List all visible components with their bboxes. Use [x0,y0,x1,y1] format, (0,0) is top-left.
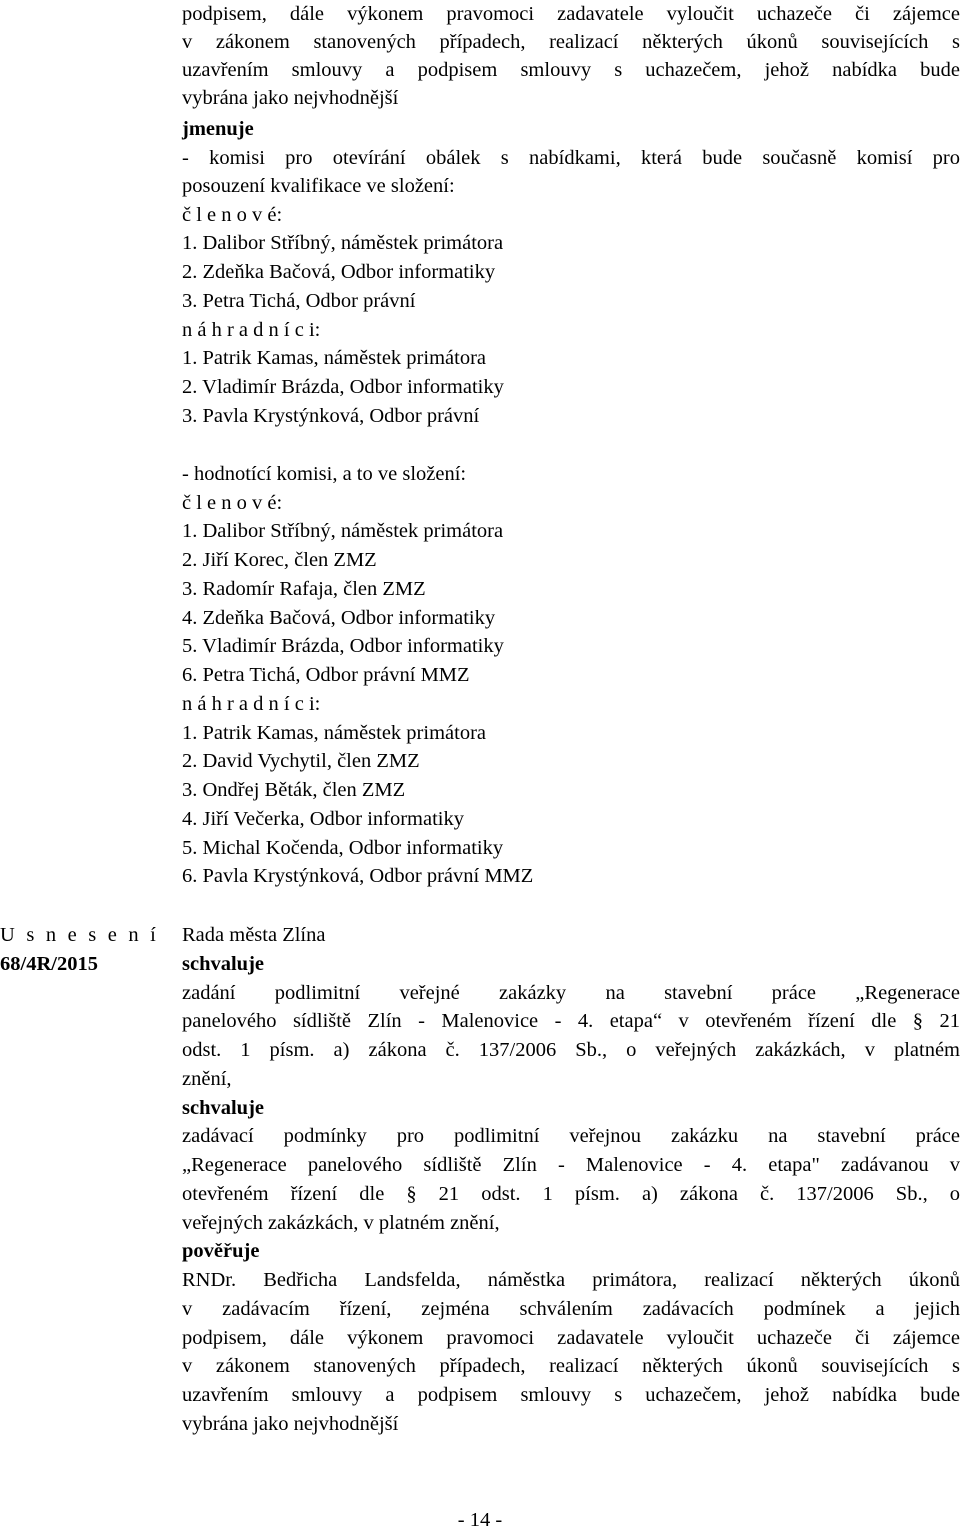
evaluation-substitute-4: 4. Jiří Večerka, Odbor informatiky [182,808,464,830]
opening-members-label: č l e n o v é: [182,204,283,226]
opening-substitute-2: 2. Vladimír Brázda, Odbor informatiky [182,376,504,398]
opening-substitute-1: 1. Patrik Kamas, náměstek primátora [182,347,486,369]
evaluation-member-4: 4. Zdeňka Bačová, Odbor informatiky [182,607,496,629]
opening-commission-intro-2: posouzení kvalifikace ve složení: [182,175,455,197]
para2-line-3: otevřeném řízení dle § 21 odst. 1 písm. a) zákona č. 137/2006 Sb., o [182,1183,960,1205]
evaluation-commission-intro: - hodnotící komisi, a to ve složení: [182,463,467,485]
evaluation-members-label: č l e n o v é: [182,492,283,514]
evaluation-substitute-5: 5. Michal Kočenda, Odbor informatiky [182,837,504,859]
para2-line-4: veřejných zakázkách, v platném znění, [182,1212,500,1234]
continuation-line-2: v zákonem stanovených případech, realizací některých úkonů souvisejících s [182,31,960,53]
evaluation-substitute-3: 3. Ondřej Běták, člen ZMZ [182,779,406,801]
para3-line-6: vybrána jako nejvhodnější [182,1413,399,1435]
continuation-line-3: uzavřením smlouvy a podpisem smlouvy s uchazečem, jehož nabídka bude [182,59,960,81]
resolution-number: 68/4R/2015 [0,953,98,975]
continuation-line-4: vybrána jako nejvhodnější [182,87,399,109]
evaluation-substitute-6: 6. Pavla Krystýnková, Odbor právní MMZ [182,865,534,887]
poveruje-heading: pověřuje [182,1240,260,1262]
opening-substitute-3: 3. Pavla Krystýnková, Odbor právní [182,405,480,427]
para2-line-2: „Regenerace panelového sídliště Zlín - Malenovice - 4. etapa" zadávanou v [182,1154,960,1176]
para3-line-2: v zadávacím řízení, zejména schválením zadávacích podmínek a jejich [182,1298,960,1320]
para1-line-1: zadání podlimitní veřejné zakázky na stavební práce „Regenerace [182,982,960,1004]
para3-line-5: uzavřením smlouvy a podpisem smlouvy s uchazečem, jehož nabídka bude [182,1384,960,1406]
council-name: Rada města Zlína [182,924,326,946]
evaluation-substitutes-label: n á h r a d n í c i: [182,693,321,715]
schvaluje-heading-1: schvaluje [182,953,264,975]
evaluation-member-3: 3. Radomír Rafaja, člen ZMZ [182,578,426,600]
opening-member-1: 1. Dalibor Stříbný, náměstek primátora [182,232,504,254]
opening-substitutes-label: n á h r a d n í c i: [182,319,321,341]
para3-line-4: v zákonem stanovených případech, realizací některých úkonů souvisejících s [182,1355,960,1377]
para3-line-1: RNDr. Bedřicha Landsfelda, náměstka primátora, realizací některých úkonů [182,1269,960,1291]
jmenuje-heading: jmenuje [182,118,254,140]
para1-line-2: panelového sídliště Zlín - Malenovice - 4. etapa“ v otevřeném řízení dle § 21 [182,1010,960,1032]
opening-commission-intro-1: - komisi pro otevírání obálek s nabídkami, která bude současně komisí pro [182,147,960,169]
page-number: - 14 - [457,1509,503,1531]
opening-member-3: 3. Petra Tichá, Odbor právní [182,290,416,312]
para1-line-3: odst. 1 písm. a) zákona č. 137/2006 Sb., o veřejných zakázkách, v platném [182,1039,960,1061]
evaluation-member-6: 6. Petra Tichá, Odbor právní MMZ [182,664,470,686]
resolution-label: U s n e s e n í [0,924,160,946]
evaluation-member-5: 5. Vladimír Brázda, Odbor informatiky [182,635,504,657]
continuation-line-1: podpisem, dále výkonem pravomoci zadavatele vyloučit uchazeče či zájemce [182,3,960,25]
evaluation-substitute-1: 1. Patrik Kamas, náměstek primátora [182,722,486,744]
para3-line-3: podpisem, dále výkonem pravomoci zadavatele vyloučit uchazeče či zájemce [182,1327,960,1349]
evaluation-member-2: 2. Jiří Korec, člen ZMZ [182,549,377,571]
schvaluje-heading-2: schvaluje [182,1097,264,1119]
evaluation-member-1: 1. Dalibor Stříbný, náměstek primátora [182,520,504,542]
evaluation-substitute-2: 2. David Vychytil, člen ZMZ [182,750,420,772]
opening-member-2: 2. Zdeňka Bačová, Odbor informatiky [182,261,496,283]
para2-line-1: zadávací podmínky pro podlimitní veřejnou zakázku na stavební práce [182,1125,960,1147]
para1-line-4: znění, [182,1068,232,1090]
